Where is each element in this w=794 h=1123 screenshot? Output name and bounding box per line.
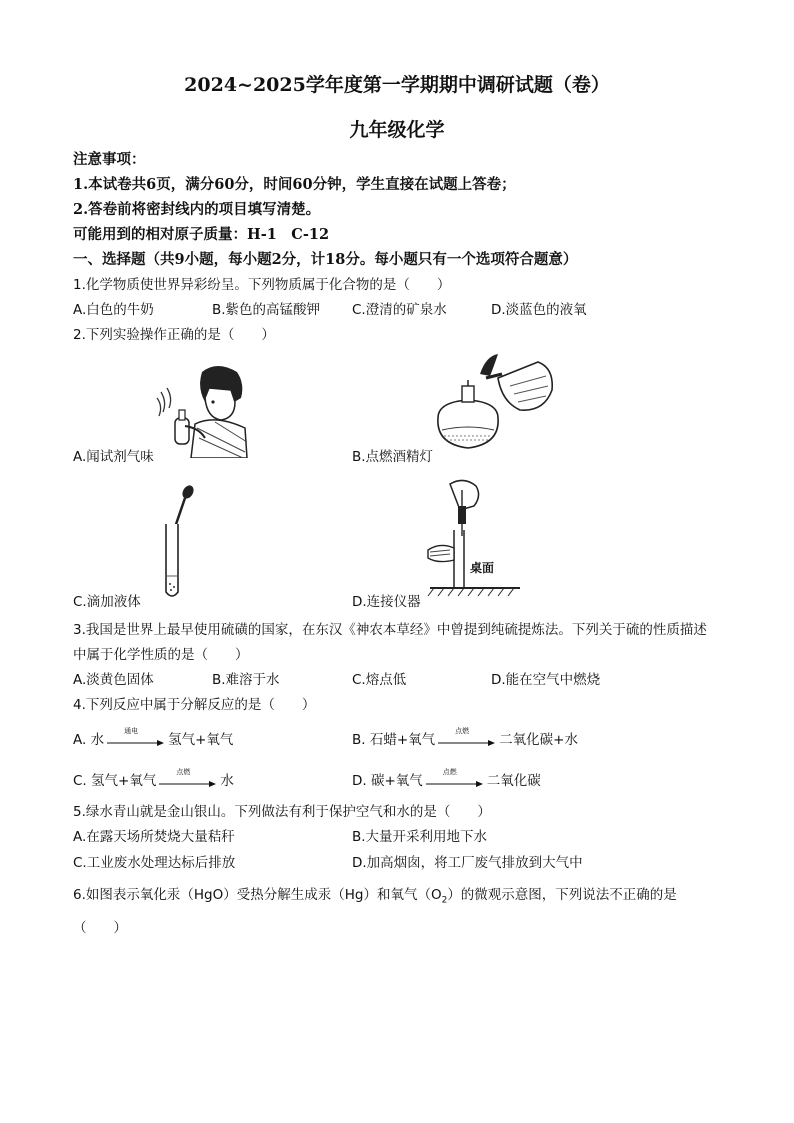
question-1-option-b: B.紫色的高锰酸钾: [212, 302, 321, 318]
question-1-option-d: D.淡蓝色的液氧: [491, 302, 587, 318]
question-1-option-c: C.澄清的矿泉水: [352, 302, 447, 318]
question-2-stem: 2.下列实验操作正确的是（ ）: [73, 327, 275, 343]
reaction-condition: 点燃: [442, 768, 457, 776]
figure-smell-reagent: [155, 362, 250, 458]
question-5-stem: 5.绿水青山就是金山银山。下列做法有利于保护空气和水的是（ ）: [73, 804, 491, 820]
question-5-option-b: B.大量开采利用地下水: [352, 829, 488, 845]
option-c-reactants: C. 氢气+氧气: [73, 773, 157, 789]
question-2-option-c: C.滴加液体: [73, 594, 141, 610]
question-4-option-a: [73, 728, 233, 748]
question-4-option-b: [352, 728, 578, 748]
question-6-stem-end: ）的微观示意图，下列说法不正确的是: [447, 887, 677, 903]
question-3-option-c: C.熔点低: [352, 672, 407, 688]
question-3-option-b: B.难溶于水: [212, 672, 280, 688]
question-6-stem: [73, 883, 677, 906]
desk-label: 桌面: [470, 561, 495, 575]
figure-connect-apparatus: [420, 476, 530, 604]
reaction-arrow: [438, 727, 496, 747]
option-b-products: 二氧化碳+水: [499, 732, 578, 748]
notes-heading: 注意事项：: [73, 151, 146, 168]
question-3-option-a: A.淡黄色固体: [73, 672, 154, 688]
question-5-option-a: A.在露天场所焚烧大量秸秆: [73, 829, 235, 845]
question-1-stem: 1.化学物质使世界异彩纷呈。下列物质属于化合物的是（ ）: [73, 277, 451, 293]
question-6-answer-bracket: （ ）: [73, 920, 127, 936]
question-3-stem-line-1: 3.我国是世界上最早使用硫磺的国家，在东汉《神农本草经》中曾提到纯硫提炼法。下列关于硫的性质描述: [73, 622, 707, 638]
question-3-option-d: D.能在空气中燃烧: [491, 672, 601, 688]
question-4-option-c: [73, 769, 234, 789]
option-a-products: 氢气+氧气: [168, 732, 234, 748]
reaction-condition: 通电: [124, 727, 139, 735]
figure-light-alcohol-lamp: [428, 352, 558, 458]
question-4-stem: 4.下列反应中属于分解反应的是（ ）: [73, 697, 316, 713]
reaction-arrow: [107, 727, 165, 747]
section-heading: 一、选择题（共9小题，每小题2分，计18分。每小题只有一个选项符合题意）: [73, 251, 578, 268]
question-6-subscript: 2: [441, 895, 448, 906]
question-4-option-d: [352, 769, 541, 789]
reaction-condition: 点燃: [455, 727, 470, 735]
option-d-reactants: D. 碳+氧气: [352, 773, 423, 789]
notes-item-2: 2.答卷前将密封线内的项目填写清楚。: [73, 201, 321, 218]
question-2-option-d: D.连接仪器: [352, 594, 421, 610]
question-5-option-c: C.工业废水处理达标后排放: [73, 855, 236, 871]
exam-title: 2024~2025学年度第一学期期中调研试题（卷）: [184, 74, 610, 96]
question-2-option-a: A.闻试剂气味: [73, 449, 154, 465]
reaction-condition: 点燃: [176, 768, 191, 776]
question-2-option-b: B.点燃酒精灯: [352, 449, 434, 465]
figure-add-liquid: [158, 484, 198, 604]
option-b-reactants: B. 石蜡+氧气: [352, 732, 436, 748]
reaction-arrow: [426, 768, 484, 788]
question-3-stem-line-2: 中属于化学性质的是（ ）: [73, 647, 249, 663]
question-6-stem-start: 6.如图表示氧化汞（HgO）受热分解生成汞（Hg）和氧气（O: [73, 887, 442, 903]
option-d-products: 二氧化碳: [486, 773, 541, 789]
arrow-icon: [107, 739, 165, 747]
option-a-reactants: A. 水: [73, 732, 105, 748]
arrow-icon: [159, 780, 217, 788]
option-c-products: 水: [220, 773, 234, 789]
arrow-icon: [426, 780, 484, 788]
atomic-mass-line: 可能用到的相对原子质量：H-1 C-12: [73, 226, 330, 243]
reaction-arrow: [159, 768, 217, 788]
question-5-option-d: D.加高烟囱，将工厂废气排放到大气中: [352, 855, 583, 871]
arrow-icon: [438, 739, 496, 747]
exam-subject: 九年级化学: [349, 119, 445, 141]
notes-item-1: 1.本试卷共6页，满分60分，时间60分钟，学生直接在试题上答卷；: [73, 176, 516, 193]
question-1-option-a: A.白色的牛奶: [73, 302, 154, 318]
